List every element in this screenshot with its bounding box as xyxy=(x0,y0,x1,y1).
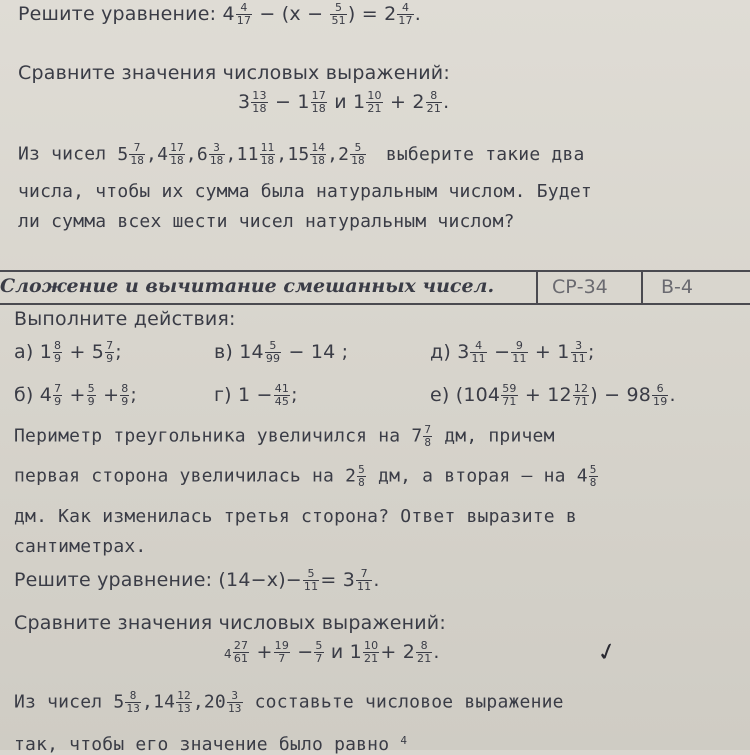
choose-1-line2: числа, чтобы их сумма была натуральным числом. Будет xyxy=(18,181,592,202)
perimeter-line4: сантиметрах. xyxy=(14,536,147,557)
task-g: г) 1 − $\frac{41}{45}$ ; xyxy=(214,382,298,408)
compare-1-expr: 3 $\frac{13}{18}$ − 1 $\frac{17}{18}$ и 1 $\frac{10}{21}$ + 2 $\frac{8}{21}$ . xyxy=(238,89,450,115)
eq1-frac2: $\frac{5}{51}$ xyxy=(331,1,346,27)
choose-1-line1: Из чисел 5 $\frac{7}{18}$ ,4 $\frac{17}{18}$ ,6 $\frac{3}{18}$ ,11 $\frac{11}{18}$ ,15 $\frac{14}{18}$ ,2 $\frac{5}{18}$ выберите такие два xyxy=(18,141,585,167)
eq1-close: ) = 2 xyxy=(347,3,397,25)
choose-2-line1: Из чисел 5 $\frac{8}{13}$ ,14 $\frac{12}{13}$ ,20 $\frac{3}{13}$ составьте числовое выражение xyxy=(14,689,564,715)
mixed-number: 5 xyxy=(117,143,129,165)
equation-2: Решите уравнение: (14−x)− $\frac{5}{11}$ = 3 $\frac{7}{11}$ . xyxy=(14,567,380,593)
fraction: $\frac{11}{18}$ xyxy=(260,141,275,167)
perimeter-line1: Периметр треугольника увеличился на 7 $\frac{7}{8}$ дм, причем xyxy=(14,423,555,449)
mixed-number: ,6 xyxy=(185,143,208,165)
mixed-number: ,15 xyxy=(276,143,310,165)
task-v: в) 14 $\frac{5}{99}$ − 14 ; xyxy=(214,339,349,365)
eq1-label: Решите уравнение: xyxy=(18,3,217,25)
mixed-number: ,2 xyxy=(327,143,350,165)
variant-box: В-4 xyxy=(641,272,750,303)
eq1-open: (x − xyxy=(281,3,324,25)
mixed-number: ,11 xyxy=(225,143,259,165)
fraction: $\frac{7}{18}$ xyxy=(130,141,145,167)
task-e: е) (104 $\frac{59}{71}$ + 12 $\frac{12}{71}$ ) − 98 $\frac{6}{19}$ . xyxy=(430,382,676,408)
perimeter-line3: дм. Как изменилась третья сторона? Ответ выразите в xyxy=(14,506,577,527)
fraction: $\frac{14}{18}$ xyxy=(311,141,326,167)
task-b: б) 4 $\frac{7}{9}$ + $\frac{5}{9}$ + $\frac{8}{9}$ ; xyxy=(14,382,138,408)
section-title: Сложение и вычитание смешанных чисел. xyxy=(0,275,495,297)
choose-1-line3: ли сумма всех шести чисел натуральным числом? xyxy=(18,211,515,232)
fraction: $\frac{17}{18}$ xyxy=(170,141,184,167)
task-d: д) 3 $\frac{4}{11}$ − $\frac{9}{11}$ + 1 $\frac{3}{11}$ ; xyxy=(430,339,595,365)
section-header xyxy=(0,270,750,305)
eq1-frac1: $\frac{4}{17}$ xyxy=(236,1,252,27)
choose-1-numbers xyxy=(117,141,366,167)
compare-1-label: Сравните значения числовых выражений: xyxy=(18,62,450,84)
equation-1 xyxy=(18,2,421,27)
eq1-end: . xyxy=(414,3,422,25)
task-a: а) 1 $\frac{8}{9}$ + 5 $\frac{7}{9}$ ; xyxy=(14,339,122,365)
eq1-frac3: $\frac{4}{17}$ xyxy=(398,1,413,27)
eq1-whole: 4 xyxy=(222,3,235,25)
mixed-number: ,4 xyxy=(146,143,169,165)
compare-2-expr: 4 $\frac{27}{61}$ + $\frac{19}{7}$ − $\frac{5}{7}$ и 1 $\frac{10}{21}$ + 2 $\frac{8}{21}$ . xyxy=(224,639,440,665)
cp-box: СР-34 xyxy=(536,272,643,303)
perimeter-line2: первая сторона увеличилась на 2 $\frac{5}{8}$ дм, а вторая – на 4 $\frac{5}{8}$ xyxy=(14,463,597,489)
tasks-label: Выполните действия: xyxy=(14,308,236,330)
eq1-minus: − xyxy=(259,3,276,25)
fraction: $\frac{3}{18}$ xyxy=(209,141,224,167)
pen-check-mark-icon: ✓ xyxy=(593,635,621,669)
compare-2-label: Сравните значения числовых выражений: xyxy=(14,612,446,634)
choose-2-line2: так, чтобы его значение было равно $^4$ xyxy=(14,734,408,755)
fraction: $\frac{5}{18}$ xyxy=(351,141,365,167)
